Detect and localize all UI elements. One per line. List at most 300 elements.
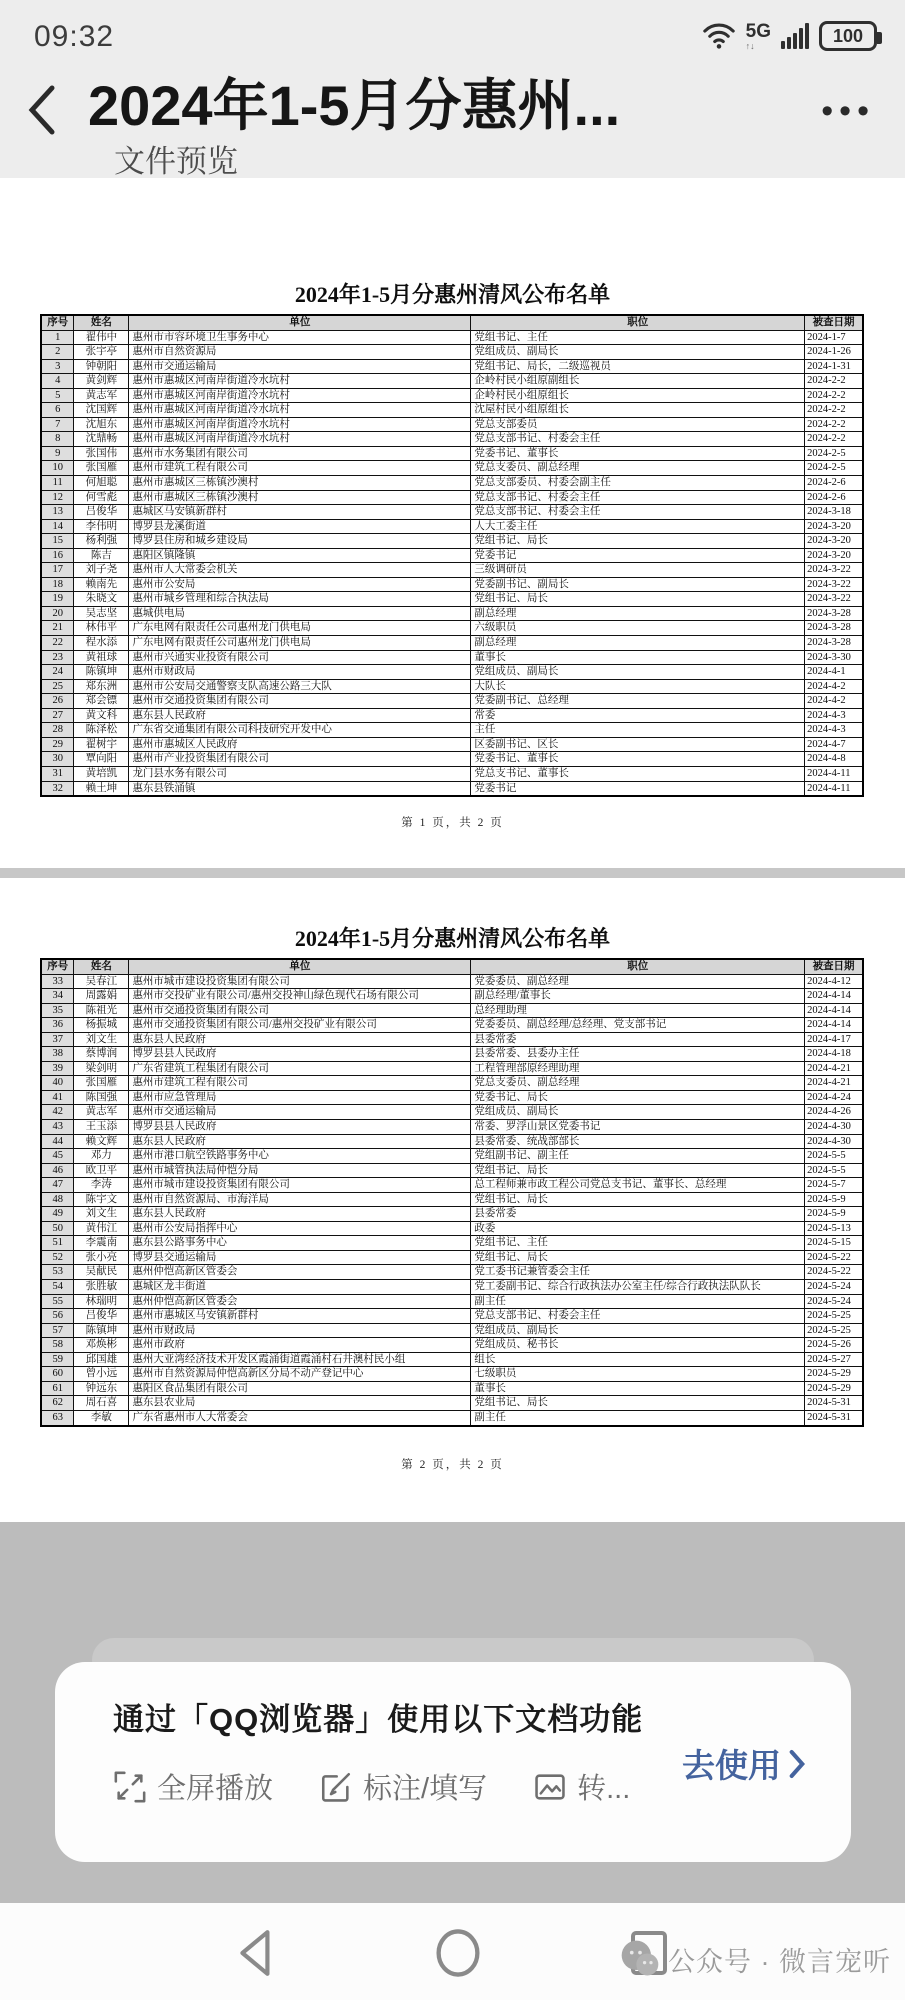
cell-date: 2024-5-15: [805, 1236, 863, 1251]
cell-index: 29: [41, 737, 74, 752]
cell-name: 沈鼎畅: [74, 432, 129, 447]
cell-position: 党委书记: [471, 548, 805, 563]
cell-position: 县委常委: [471, 1032, 805, 1047]
cell-index: 9: [41, 446, 74, 461]
column-header: 职位: [471, 959, 805, 974]
feature-label: 全屏播放: [157, 1773, 274, 1805]
cell-unit: 博罗县住房和城乡建设局: [129, 534, 471, 549]
cell-index: 35: [41, 1003, 74, 1018]
title-row: [0, 62, 905, 142]
cell-position: 党组成员、副局长: [471, 345, 805, 360]
cell-date: 2024-5-22: [805, 1250, 863, 1265]
cell-position: 党委副书记、副局长: [471, 577, 805, 592]
cell-index: 53: [41, 1265, 74, 1280]
cell-name: 黄剑辉: [74, 374, 129, 389]
cell-unit: 惠州市交通运输局: [129, 359, 471, 374]
wechat-icon: [618, 1937, 662, 1981]
cell-unit: 惠州大亚湾经济技术开发区霞涌街道霞涌村石井澳村民小组: [129, 1352, 471, 1367]
table-row: [41, 505, 863, 520]
cell-position: 六级职员: [471, 621, 805, 636]
cell-index: 56: [41, 1309, 74, 1324]
nav-home-button[interactable]: [432, 1925, 488, 1981]
cell-unit: 广东电网有限责任公司惠州龙门供电局: [129, 621, 471, 636]
cell-date: 2024-5-5: [805, 1149, 863, 1164]
cell-position: 党委委员、副总经理/总经理、党支部书记: [471, 1018, 805, 1033]
cell-name: 李震南: [74, 1236, 129, 1251]
cell-date: 2024-4-30: [805, 1134, 863, 1149]
nav-back-button[interactable]: [232, 1925, 288, 1981]
cell-unit: 惠州市建筑工程有限公司: [129, 1076, 471, 1091]
cell-position: 主任: [471, 723, 805, 738]
cell-index: 1: [41, 330, 74, 345]
cell-position: 党组书记、局长: [471, 1192, 805, 1207]
column-header: 序号: [41, 959, 74, 974]
cell-position: 区委副书记、区长: [471, 737, 805, 752]
cell-name: 钟远东: [74, 1381, 129, 1396]
cell-position: 党委书记、局长: [471, 1090, 805, 1105]
android-navbar: [0, 1903, 905, 2000]
cell-date: 2024-5-24: [805, 1294, 863, 1309]
cell-date: 2024-4-2: [805, 679, 863, 694]
cell-date: 2024-4-3: [805, 723, 863, 738]
network-type-badge: 5G ↑↓: [745, 20, 771, 51]
cell-unit: 惠州市市容环境卫生事务中心: [129, 330, 471, 345]
cell-name: 周石喜: [74, 1396, 129, 1411]
table-row: [41, 417, 863, 432]
cell-index: 2: [41, 345, 74, 360]
table-row: [41, 1163, 863, 1178]
cell-index: 41: [41, 1090, 74, 1105]
cell-date: 2024-1-7: [805, 330, 863, 345]
cell-unit: 惠州市兴通实业投资有限公司: [129, 650, 471, 665]
cell-date: 2024-4-8: [805, 752, 863, 767]
cell-position: 董事长: [471, 650, 805, 665]
cell-date: 2024-5-24: [805, 1280, 863, 1295]
cell-date: 2024-5-25: [805, 1309, 863, 1324]
cell-name: 邓焕彬: [74, 1338, 129, 1353]
table-row: [41, 1323, 863, 1338]
cell-unit: 惠东县人民政府: [129, 1032, 471, 1047]
cell-index: 31: [41, 766, 74, 781]
cell-date: 2024-3-20: [805, 548, 863, 563]
table-row: [41, 1294, 863, 1309]
column-header: 单位: [129, 315, 471, 330]
cell-name: 沈国辉: [74, 403, 129, 418]
cell-unit: 惠州市交通投资集团有限公司/惠州交投矿业有限公司: [129, 1018, 471, 1033]
cell-date: 2024-1-31: [805, 359, 863, 374]
status-icons: [702, 16, 877, 56]
cell-position: 常委、罗浮山景区党委书记: [471, 1120, 805, 1135]
table-row: [41, 1250, 863, 1265]
cell-index: 15: [41, 534, 74, 549]
cell-name: 刘文生: [74, 1207, 129, 1222]
cell-name: 黄志军: [74, 1105, 129, 1120]
cell-position: 党总支委员、副总经理: [471, 1076, 805, 1091]
table-row: [41, 650, 863, 665]
cell-date: 2024-4-21: [805, 1076, 863, 1091]
cell-date: 2024-4-24: [805, 1090, 863, 1105]
cell-unit: 惠东县公路事务中心: [129, 1236, 471, 1251]
cell-unit: 惠州市城市建设投资集团有限公司: [129, 974, 471, 989]
column-header: 职位: [471, 315, 805, 330]
cell-position: 党总支部书记、村委会主任: [471, 490, 805, 505]
cell-date: 2024-2-5: [805, 446, 863, 461]
cell-unit: 惠州仲恺高新区管委会: [129, 1294, 471, 1309]
cell-index: 60: [41, 1367, 74, 1382]
cell-name: 程水添: [74, 636, 129, 651]
cell-date: 2024-2-2: [805, 388, 863, 403]
cell-position: 副总经理/董事长: [471, 989, 805, 1004]
cell-name: 何旭聪: [74, 476, 129, 491]
cell-position: 党总支部委员: [471, 417, 805, 432]
table-row: [41, 1352, 863, 1367]
cell-unit: 博罗县龙溪街道: [129, 519, 471, 534]
cell-unit: 惠州市应急管理局: [129, 1090, 471, 1105]
cell-unit: 惠州市惠城区三栋镇沙澳村: [129, 476, 471, 491]
cell-date: 2024-4-30: [805, 1120, 863, 1135]
cell-index: 14: [41, 519, 74, 534]
cell-unit: 惠州市交通投资集团有限公司: [129, 1003, 471, 1018]
cell-date: 2024-3-18: [805, 505, 863, 520]
cell-date: 2024-1-26: [805, 345, 863, 360]
cell-name: 翟伟中: [74, 330, 129, 345]
cell-index: 16: [41, 548, 74, 563]
table-row: [41, 1134, 863, 1149]
go-use-button[interactable]: 去使用: [682, 1740, 807, 1787]
cell-unit: 惠东县人民政府: [129, 708, 471, 723]
table-row: [41, 1280, 863, 1295]
table-row: [41, 1396, 863, 1411]
cell-name: 郑会镖: [74, 694, 129, 709]
cell-name: 陈吉: [74, 548, 129, 563]
cell-index: 47: [41, 1178, 74, 1193]
cell-index: 52: [41, 1250, 74, 1265]
cell-name: 吴献民: [74, 1265, 129, 1280]
cell-date: 2024-2-2: [805, 417, 863, 432]
cell-index: 4: [41, 374, 74, 389]
cell-index: 38: [41, 1047, 74, 1062]
cell-name: 吴春江: [74, 974, 129, 989]
table-row: [41, 476, 863, 491]
cell-position: 县委常委、统战部部长: [471, 1134, 805, 1149]
cell-position: 党总支部书记、村委会主任: [471, 1309, 805, 1324]
table-row: [41, 1207, 863, 1222]
table-row: [41, 1018, 863, 1033]
cell-name: 吕俊华: [74, 505, 129, 520]
cell-index: 7: [41, 417, 74, 432]
cell-date: 2024-5-31: [805, 1410, 863, 1425]
cell-name: 郑东洲: [74, 679, 129, 694]
cell-index: 13: [41, 505, 74, 520]
cell-unit: 博罗县县人民政府: [129, 1120, 471, 1135]
cell-index: 37: [41, 1032, 74, 1047]
cell-name: 朱晓文: [74, 592, 129, 607]
annotate-icon: [319, 1770, 353, 1804]
table-row: [41, 432, 863, 447]
cell-index: 6: [41, 403, 74, 418]
cell-position: 党委书记: [471, 781, 805, 796]
table-row: [41, 723, 863, 738]
table-row: [41, 1120, 863, 1135]
cell-unit: 博罗县交通运输局: [129, 1250, 471, 1265]
cell-index: 22: [41, 636, 74, 651]
cell-unit: 惠州市惠城区人民政府: [129, 737, 471, 752]
cell-name: 吕俊华: [74, 1309, 129, 1324]
wifi-icon: [702, 21, 736, 51]
cell-index: 20: [41, 606, 74, 621]
cell-position: 党总支委员、副总经理: [471, 461, 805, 476]
page1-title: 2024年1-5月分惠州清风公布名单: [294, 282, 611, 307]
cell-position: 党组成员、秘书长: [471, 1338, 805, 1353]
cell-unit: 惠州市惠城区河南岸街道冷水坑村: [129, 432, 471, 447]
cell-name: 何雪彪: [74, 490, 129, 505]
cell-position: 总经理助理: [471, 1003, 805, 1018]
cell-date: 2024-3-28: [805, 636, 863, 651]
cell-index: 5: [41, 388, 74, 403]
cell-name: 赖文辉: [74, 1134, 129, 1149]
annotate-fill-feature[interactable]: [319, 1766, 487, 1807]
cell-date: 2024-2-6: [805, 490, 863, 505]
cell-index: 18: [41, 577, 74, 592]
cell-unit: 惠州仲恺高新区管委会: [129, 1265, 471, 1280]
file-preview-label: 文件预览: [114, 144, 238, 179]
cell-date: 2024-4-14: [805, 989, 863, 1004]
cell-index: 36: [41, 1018, 74, 1033]
cell-index: 32: [41, 781, 74, 796]
page2-footer: 第 2 页，共 2 页: [401, 1459, 504, 1471]
cell-position: 组长: [471, 1352, 805, 1367]
cell-position: 党工委书记兼管委会主任: [471, 1265, 805, 1280]
table-row: [41, 461, 863, 476]
cell-position: 七级职员: [471, 1367, 805, 1382]
cell-position: 企岭村民小组原副组长: [471, 374, 805, 389]
cell-date: 2024-4-1: [805, 665, 863, 680]
cell-unit: 惠东县铁涌镇: [129, 781, 471, 796]
table-row: [41, 577, 863, 592]
cell-date: 2024-4-3: [805, 708, 863, 723]
table-row: [41, 636, 863, 651]
table-row: [41, 1178, 863, 1193]
cell-position: 县委常委: [471, 1207, 805, 1222]
cell-name: 陈镇坤: [74, 1323, 129, 1338]
table-row: [41, 388, 863, 403]
column-header: 单位: [129, 959, 471, 974]
battery-icon: [819, 21, 877, 51]
cell-unit: 惠州市公安局: [129, 577, 471, 592]
cell-date: 2024-3-28: [805, 621, 863, 636]
cell-position: 党组书记、主任: [471, 330, 805, 345]
cell-unit: 惠州市城管执法局仲恺分局: [129, 1163, 471, 1178]
cell-name: 陈国强: [74, 1090, 129, 1105]
more-menu-button[interactable]: •••: [821, 92, 875, 130]
cell-index: 21: [41, 621, 74, 636]
cell-name: 陈宇文: [74, 1192, 129, 1207]
table-row: [41, 534, 863, 549]
cell-position: 大队长: [471, 679, 805, 694]
cell-unit: 惠城供电局: [129, 606, 471, 621]
table-row: [41, 1105, 863, 1120]
cell-unit: 惠州市惠城区河南岸街道冷水坑村: [129, 374, 471, 389]
cell-position: 副主任: [471, 1410, 805, 1425]
cell-date: 2024-4-11: [805, 781, 863, 796]
cell-position: 党组书记、局长: [471, 1163, 805, 1178]
table-row: [41, 1061, 863, 1076]
column-header: 被查日期: [805, 315, 863, 330]
cell-name: 陈祖光: [74, 1003, 129, 1018]
cell-date: 2024-4-14: [805, 1003, 863, 1018]
cell-index: 50: [41, 1221, 74, 1236]
cell-date: 2024-4-7: [805, 737, 863, 752]
column-header: 序号: [41, 315, 74, 330]
table-row: [41, 1149, 863, 1164]
cell-index: 62: [41, 1396, 74, 1411]
document-title: 2024年1-5月分惠州...: [88, 74, 621, 137]
cell-unit: 惠州市产业投资集团有限公司: [129, 752, 471, 767]
table-row: [41, 606, 863, 621]
cell-position: 人大工委主任: [471, 519, 805, 534]
table-row: [41, 1381, 863, 1396]
cell-position: 常委: [471, 708, 805, 723]
cell-unit: 惠州市城市建设投资集团有限公司: [129, 1178, 471, 1193]
table-row: [41, 665, 863, 680]
cell-index: 44: [41, 1134, 74, 1149]
fullscreen-play-feature[interactable]: [113, 1766, 273, 1807]
cell-index: 30: [41, 752, 74, 767]
cell-unit: 惠州市惠城区河南岸街道冷水坑村: [129, 403, 471, 418]
table-header-row: [41, 315, 863, 330]
cell-position: 党委书记、董事长: [471, 752, 805, 767]
table-row: [41, 1090, 863, 1105]
cell-position: 党组成员、副局长: [471, 1323, 805, 1338]
cell-unit: 惠东县人民政府: [129, 1134, 471, 1149]
table-row: [41, 519, 863, 534]
cell-index: 25: [41, 679, 74, 694]
table-row: [41, 679, 863, 694]
cell-name: 张胜敏: [74, 1280, 129, 1295]
cell-unit: 惠州市自然资源局: [129, 345, 471, 360]
convert-feature[interactable]: [533, 1766, 630, 1807]
cell-index: 11: [41, 476, 74, 491]
table-row: [41, 1003, 863, 1018]
cell-name: 刘子尧: [74, 563, 129, 578]
cell-name: 吴志坚: [74, 606, 129, 621]
cell-name: 黄培凯: [74, 766, 129, 781]
cell-index: 34: [41, 989, 74, 1004]
cell-date: 2024-4-12: [805, 974, 863, 989]
cell-index: 54: [41, 1280, 74, 1295]
cell-position: 总工程师兼市政工程公司党总支书记、董事长、总经理: [471, 1178, 805, 1193]
cell-index: 33: [41, 974, 74, 989]
document-viewport[interactable]: [0, 178, 905, 1522]
cell-date: 2024-5-27: [805, 1352, 863, 1367]
watermark: [618, 1937, 891, 1981]
cell-name: 林伟平: [74, 621, 129, 636]
cell-unit: 惠州市人大常委会机关: [129, 563, 471, 578]
cell-date: 2024-5-9: [805, 1207, 863, 1222]
cell-date: 2024-2-6: [805, 476, 863, 491]
cell-date: 2024-5-25: [805, 1323, 863, 1338]
cell-name: 周露娟: [74, 989, 129, 1004]
cell-date: 2024-3-30: [805, 650, 863, 665]
cell-date: 2024-2-2: [805, 374, 863, 389]
back-button[interactable]: [22, 82, 66, 138]
cell-date: 2024-3-22: [805, 563, 863, 578]
table-row: [41, 548, 863, 563]
cell-name: 李敏: [74, 1410, 129, 1425]
feature-list: [113, 1766, 630, 1807]
cell-index: 48: [41, 1192, 74, 1207]
cell-name: 杨振城: [74, 1018, 129, 1033]
cell-name: 蔡博润: [74, 1047, 129, 1062]
roster-table-page1: [40, 314, 864, 797]
cell-unit: 广东电网有限责任公司惠州龙门供电局: [129, 636, 471, 651]
cell-position: 党组成员、副局长: [471, 1105, 805, 1120]
cell-unit: 惠州市惠城区三栋镇沙澳村: [129, 490, 471, 505]
cell-position: 党组书记、局长: [471, 592, 805, 607]
cell-unit: 惠州市惠城区马安镇新群村: [129, 1309, 471, 1324]
cell-position: 三级调研员: [471, 563, 805, 578]
cell-index: 45: [41, 1149, 74, 1164]
cell-date: 2024-3-20: [805, 519, 863, 534]
cell-position: 党委委员、副总经理: [471, 974, 805, 989]
cell-name: 张国伟: [74, 446, 129, 461]
column-header: 姓名: [74, 315, 129, 330]
cell-index: 43: [41, 1120, 74, 1135]
cell-position: 副总经理: [471, 636, 805, 651]
table-row: [41, 1047, 863, 1062]
cell-name: 杨利强: [74, 534, 129, 549]
cell-unit: 惠城区马安镇新群村: [129, 505, 471, 520]
cell-index: 55: [41, 1294, 74, 1309]
cell-position: 工程管理部原经理助理: [471, 1061, 805, 1076]
image-convert-icon: [533, 1770, 567, 1804]
cell-name: 张国雁: [74, 1076, 129, 1091]
column-header: 被查日期: [805, 959, 863, 974]
cell-name: 赖土坤: [74, 781, 129, 796]
cell-index: 61: [41, 1381, 74, 1396]
clock: 09:32: [34, 20, 115, 53]
cell-position: 副总经理: [471, 606, 805, 621]
cell-unit: 惠州市港口航空铁路事务中心: [129, 1149, 471, 1164]
cell-date: 2024-3-22: [805, 592, 863, 607]
cell-name: 李伟明: [74, 519, 129, 534]
watermark-text: 公众号 · 微言宠听: [668, 1946, 891, 1977]
cell-date: 2024-2-5: [805, 461, 863, 476]
table-row: [41, 563, 863, 578]
cell-name: 欧卫平: [74, 1163, 129, 1178]
cell-index: 58: [41, 1338, 74, 1353]
cell-date: 2024-4-14: [805, 1018, 863, 1033]
roster-table-page2: [40, 958, 864, 1427]
battery-percent: 100: [832, 25, 864, 46]
cell-name: 张宇亭: [74, 345, 129, 360]
table-row: [41, 1076, 863, 1091]
cell-index: 8: [41, 432, 74, 447]
cell-position: 沈屋村民小组原组长: [471, 403, 805, 418]
chevron-right-icon: [787, 1748, 807, 1780]
cell-date: 2024-5-26: [805, 1338, 863, 1353]
cell-index: 27: [41, 708, 74, 723]
cell-unit: 惠州市政府: [129, 1338, 471, 1353]
cell-name: 王玉添: [74, 1120, 129, 1135]
cell-date: 2024-5-13: [805, 1221, 863, 1236]
cell-position: 党工委副书记、综合行政执法办公室主任/综合行政执法队队长: [471, 1280, 805, 1295]
cell-position: 副主任: [471, 1294, 805, 1309]
cell-date: 2024-4-26: [805, 1105, 863, 1120]
cell-name: 曾小远: [74, 1367, 129, 1382]
cell-date: 2024-5-22: [805, 1265, 863, 1280]
cell-index: 40: [41, 1076, 74, 1091]
